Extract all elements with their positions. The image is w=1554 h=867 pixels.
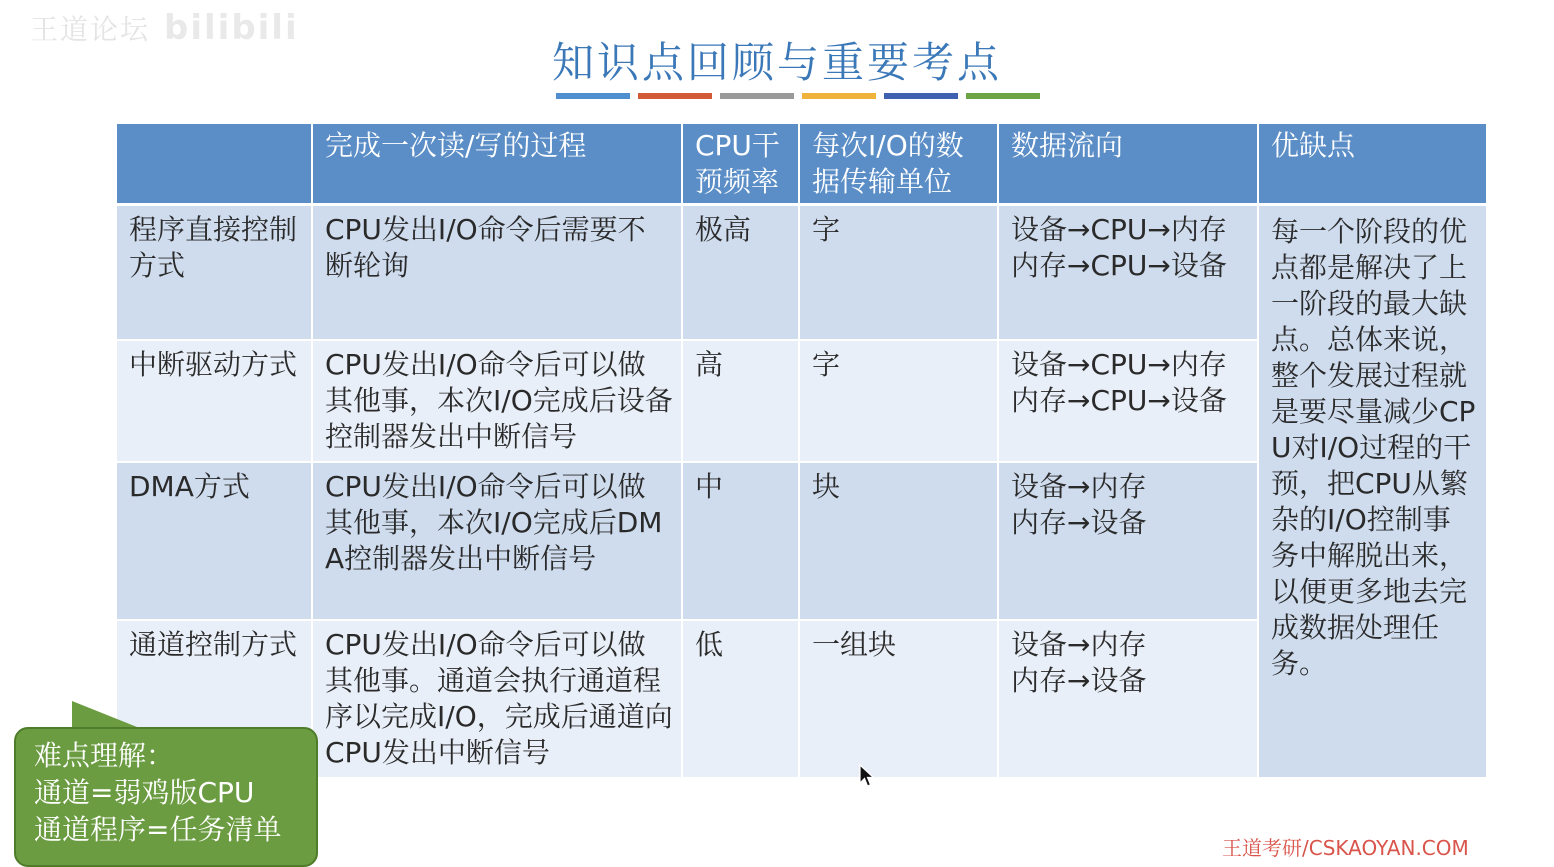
- flow-cell: [998, 620, 1258, 778]
- flow-line: 内存→CPU→设备: [1011, 384, 1227, 417]
- method-cell: 中断驱动方式: [117, 340, 312, 462]
- underline-segment: [966, 93, 1040, 99]
- process-cell: CPU发出I/O命令后可以做其他事，本次I/O完成后DMA控制器发出中断信号: [312, 462, 682, 620]
- header-data-flow: 数据流向: [998, 124, 1258, 204]
- underline-segment: [720, 93, 794, 99]
- header-pros-cons: 优缺点: [1258, 124, 1487, 204]
- underline-segment: [556, 93, 630, 99]
- header-cpu-frequency: CPU干预频率: [682, 124, 799, 204]
- callout-heading: 难点理解：: [34, 739, 175, 772]
- header-transfer-unit: 每次I/O的数据传输单位: [799, 124, 998, 204]
- method-cell: 程序直接控制方式: [117, 204, 312, 340]
- frequency-cell: 低: [682, 620, 799, 778]
- frequency-cell: 高: [682, 340, 799, 462]
- process-cell: CPU发出I/O命令后需要不断轮询: [312, 204, 682, 340]
- header-method: [117, 124, 312, 204]
- underline-segment: [884, 93, 958, 99]
- flow-line: 设备→CPU→内存: [1011, 348, 1227, 381]
- mouse-cursor-icon: [858, 764, 876, 788]
- bilibili-logo: bilibili: [164, 8, 299, 48]
- unit-cell: 一组块: [799, 620, 998, 778]
- io-control-table: [117, 124, 1488, 779]
- method-cell: 通道控制方式: [117, 620, 312, 778]
- callout-line: 通道程序=任务清单: [34, 813, 282, 846]
- underline-segment: [638, 93, 712, 99]
- flow-line: 内存→CPU→设备: [1011, 248, 1227, 282]
- difficulty-callout: [14, 727, 318, 867]
- frequency-cell: 极高: [682, 204, 799, 340]
- flow-line: 内存→设备: [1011, 664, 1147, 697]
- slide-title: 知识点回顾与重要考点: [551, 38, 1002, 87]
- unit-cell: 字: [799, 340, 998, 462]
- table-header-row: [117, 124, 1487, 204]
- title-underline: [556, 93, 1040, 99]
- header-process: 完成一次读/写的过程: [312, 124, 682, 204]
- method-cell: DMA方式: [117, 462, 312, 620]
- flow-cell: [998, 462, 1258, 620]
- underline-segment: [802, 93, 876, 99]
- frequency-cell: 中: [682, 462, 799, 620]
- watermark-text: 王道论坛: [30, 13, 151, 46]
- flow-line: 设备→CPU→内存: [1011, 212, 1227, 246]
- flow-cell: [998, 340, 1258, 462]
- flow-line: 设备→内存: [1011, 470, 1147, 503]
- unit-cell: 块: [799, 462, 998, 620]
- summary-cell: 每一个阶段的优点都是解决了上一阶段的最大缺点。总体来说，整个发展过程就是要尽量减少CPU对I/O过程的干预，把CPU从繁杂的I/O控制事务中解脱出来，以便更多地去完成数据处理任务。: [1258, 204, 1487, 778]
- unit-cell: 字: [799, 204, 998, 340]
- callout-line: 通道=弱鸡版CPU: [34, 776, 255, 809]
- flow-cell: [998, 204, 1258, 340]
- footer-watermark: 王道考研/CSKAOYAN.COM: [1222, 836, 1469, 860]
- table-row: [117, 204, 1487, 340]
- process-cell: CPU发出I/O命令后可以做其他事，本次I/O完成后设备控制器发出中断信号: [312, 340, 682, 462]
- flow-line: 内存→设备: [1011, 506, 1147, 539]
- process-cell: CPU发出I/O命令后可以做其他事。通道会执行通道程序以完成I/O，完成后通道向CPU发出中断信号: [312, 620, 682, 778]
- callout-pointer: [72, 701, 142, 729]
- flow-line: 设备→内存: [1011, 628, 1147, 661]
